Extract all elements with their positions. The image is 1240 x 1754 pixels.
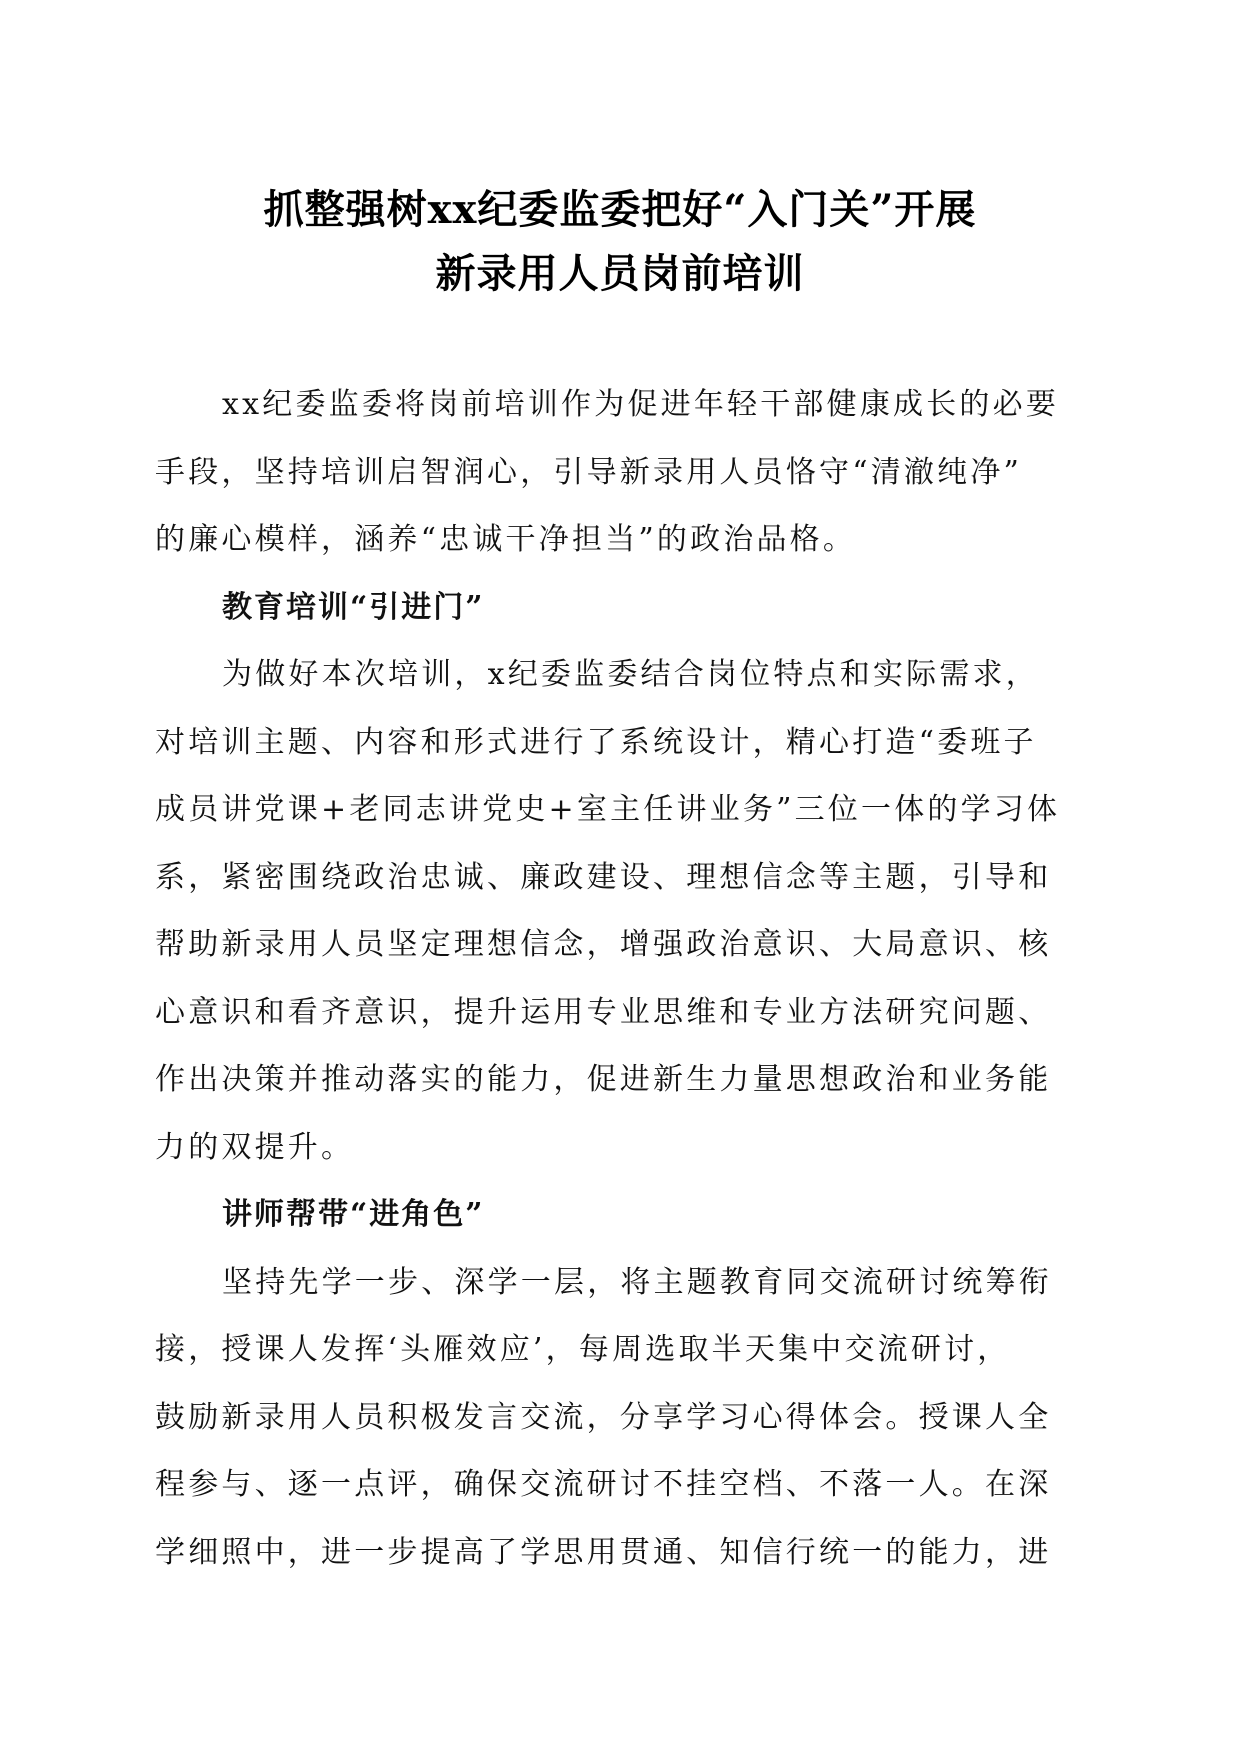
paragraph-line: 心意识和看齐意识，提升运用专业思维和专业方法研究问题、: [155, 994, 1052, 1030]
document-title: [155, 178, 1085, 306]
paragraph-line: 接，授课人发挥‘头雁效应’，每周选取半天集中交流研讨，: [155, 1332, 1011, 1367]
paragraph-line: 程参与、逐一点评，确保交流研讨不挂空档、不落一人。在深: [155, 1467, 1052, 1502]
paragraph-line: 学细照中，进一步提高了学思用贯通、知信行统一的能力，进: [155, 1534, 1052, 1570]
paragraph-line: 系，紧密围绕政治忠诚、廉政建设、理想信念等主题，引导和: [155, 859, 1052, 895]
paragraph-line: 的廉心模样，涵养“忠诚干净担当”的政治品格。: [155, 522, 857, 557]
paragraph-line: 坚持先学一步、深学一层，将主题教育同交流研讨统筹衔: [222, 1264, 1052, 1300]
title-line-1: 抓整强树xx纪委监委把好“入门关”开展: [263, 186, 977, 233]
intro-paragraph: [155, 371, 1070, 574]
paragraph-line: 力的双提升。: [155, 1129, 355, 1165]
paragraph-line: 鼓励新录用人员积极发言交流，分享学习心得体会。授课人全: [155, 1399, 1052, 1435]
title-line-2: 新录用人员岗前培训: [435, 250, 805, 297]
paragraph-line: 作出决策并推动落实的能力，促进新生力量思想政治和业务能: [155, 1062, 1052, 1097]
instructor-mentoring-paragraph: [155, 1249, 1070, 1587]
paragraph-line: xx纪委监委将岗前培训作为促进年轻干部健康成长的必要: [222, 387, 1060, 422]
paragraph-line: 对培训主题、内容和形式进行了系统设计，精心打造“委班子: [155, 724, 1037, 760]
paragraph-line: 为做好本次培训，x纪委监委结合岗位特点和实际需求，: [222, 657, 1039, 692]
document-body: [155, 371, 1070, 1586]
section-heading-instructor-mentoring: 讲师帮带“进角色”: [222, 1197, 485, 1232]
paragraph-line: 帮助新录用人员坚定理想信念，增强政治意识、大局意识、核: [155, 927, 1052, 962]
paragraph-line: 成员讲党课+老同志讲党史+室主任讲业务”三位一体的学习体: [155, 792, 1061, 827]
education-training-paragraph: [155, 641, 1070, 1181]
section-heading-education-training: 教育培训“引进门”: [222, 589, 485, 625]
paragraph-line: 手段，坚持培训启智润心，引导新录用人员恪守“清澈纯净”: [155, 454, 1023, 490]
